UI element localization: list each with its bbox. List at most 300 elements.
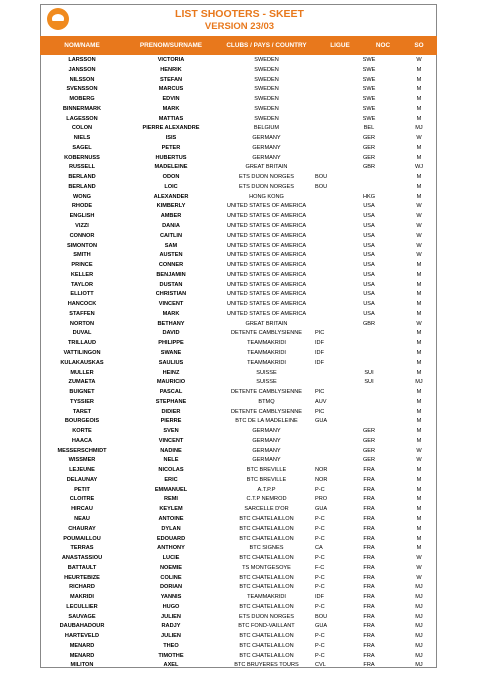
cell-so: W [416,447,422,454]
cell-club: BTC FOND-VAILLANT [238,623,295,630]
cell-noc: BEL [363,125,375,132]
cell-noc: SWE [362,96,376,103]
cell-club: GERMANY [252,457,281,464]
cell-name: DAUBAHADOUR [59,623,105,630]
cell-name: ENGLISH [69,213,95,220]
cell-club: GERMANY [252,144,281,151]
header-name: NOM/NAME [64,42,100,49]
cell-so: M [416,183,422,190]
cell-surname: KIMBERLY [156,203,186,210]
cell-name: SAGEL [72,144,92,151]
cell-so: M [416,389,422,396]
table-row [40,495,437,505]
cell-surname: JULIEN [161,633,181,640]
cell-so: WJ [414,164,424,171]
cell-surname: NADINE [160,447,182,454]
cell-club: BELGIUM [253,125,280,132]
cell-surname: EMMANUEL [154,486,188,493]
cell-name: RUSSELL [68,164,96,171]
cell-surname: MARK [162,105,180,112]
cell-name: NIELS [73,135,91,142]
shooters-table-body [40,56,437,671]
cell-surname: SAULIUS [158,359,184,366]
cell-so: M [416,144,422,151]
table-row [40,212,437,222]
cell-ligue [315,427,337,437]
cell-club: SUISSE [256,369,277,376]
table-row [40,427,437,437]
cell-so: M [416,398,422,405]
cell-club: BTC CHATELAILLON [239,515,294,522]
table-row [40,613,437,623]
cell-club: UNITED STATES OF AMERICA [226,271,307,278]
cell-so: M [416,467,422,474]
cell-ligue: PIC [315,330,325,337]
cell-surname: THEO [163,642,179,649]
table-header [40,36,437,55]
cell-club: UNITED STATES OF AMERICA [226,203,307,210]
table-row [40,56,437,66]
cell-club: UNITED STATES OF AMERICA [226,242,307,249]
cell-noc: GER [362,428,376,435]
cell-club: UNITED STATES OF AMERICA [226,310,307,317]
cell-so: M [416,174,422,181]
cell-ligue: PIC [315,408,325,415]
cell-club: UNITED STATES OF AMERICA [226,301,307,308]
cell-surname: AUSTEN [159,252,183,259]
cell-name: TYSSIER [70,398,94,405]
table-row [40,242,437,252]
table-row [40,437,437,447]
cell-name: HARTEVELD [64,633,100,640]
cell-club: SWEDEN [254,96,279,103]
table-row [40,271,437,281]
cell-surname: NICOLAS [158,467,184,474]
cell-so: M [416,408,422,415]
cell-ligue: P-C [315,535,325,542]
cell-so: W [416,574,422,581]
cell-so: M [416,86,422,93]
cell-surname: NELE [163,457,179,464]
cell-noc: SWE [362,66,376,73]
cell-noc: FRA [363,515,375,522]
cell-surname: SAM [164,242,178,249]
cell-so: M [416,428,422,435]
cell-noc: SUI [364,379,374,386]
table-row [40,515,437,525]
cell-name: TAYLOR [70,281,94,288]
cell-ligue [315,193,337,203]
cell-name: STAFFEN [69,310,95,317]
cell-club: ETS DIJON NORGES [238,183,294,190]
cell-so: MJ [415,125,423,132]
table-row [40,544,437,554]
cell-surname: COLINE [160,574,182,581]
cell-club: GERMANY [252,437,281,444]
cell-noc: GBR [362,164,376,171]
cell-club: C.T.P NEMROD [246,496,287,503]
cell-club: HONG KONG [249,193,284,200]
cell-surname: REMI [164,496,178,503]
cell-noc [337,183,401,193]
cell-noc: USA [363,252,375,259]
cell-so: W [416,57,422,63]
table-row [40,554,437,564]
cell-name: TRILLAUD [68,340,96,347]
cell-so: M [416,486,422,493]
cell-so: MJ [415,662,423,669]
cell-club: UNITED STATES OF AMERICA [226,281,307,288]
table-row [40,310,437,320]
cell-club: UNITED STATES OF AMERICA [226,291,307,298]
cell-ligue: P-C [315,574,325,581]
cell-name: KELLER [70,271,94,278]
cell-ligue: GUA [315,418,328,425]
cell-club: TEAMMAKRIDI [247,340,286,347]
cell-noc: USA [363,291,375,298]
cell-noc: SWE [362,57,376,63]
cell-club: SWEDEN [254,86,279,93]
cell-name: RICHARD [69,584,95,591]
cell-surname: BETHANY [157,320,185,327]
table-row [40,574,437,584]
cell-noc: GER [362,154,376,161]
cell-so: MJ [415,584,423,591]
cell-ligue [315,144,337,154]
cell-name: MENARD [69,642,95,649]
cell-club: UNITED STATES OF AMERICA [226,232,307,239]
table-row [40,300,437,310]
cell-surname: ERIC [164,476,178,483]
cell-name: BERLAND [68,174,96,181]
cell-name: KULAKAUSKAS [60,359,104,366]
cell-name: DUVAL [72,330,92,337]
cell-surname: PIERRE ALEXANDRE [142,125,200,132]
cell-noc: GER [362,437,376,444]
cell-name: PRINCE [71,262,93,269]
cell-ligue [315,66,337,76]
cell-name: KOBERNUSS [64,154,100,161]
cell-club: BTC CHATELAILLON [239,584,294,591]
cell-surname: TIMOTHE [158,652,184,659]
cell-so: M [416,437,422,444]
cell-noc: USA [363,203,375,210]
cell-name: ZUMAETA [68,379,96,386]
cell-so: M [416,96,422,103]
cell-so: M [416,535,422,542]
cell-surname: PETER [161,144,181,151]
cell-name: HANCOCK [67,301,97,308]
header-club: CLUBS / PAYS / COUNTRY [226,42,307,49]
cell-name: BUIGNET [69,389,95,396]
cell-ligue [315,202,337,212]
cell-so: M [416,281,422,288]
cell-name: VIZZI [75,223,89,230]
cell-club: TS MONTGESOYE [242,564,291,571]
table-row [40,232,437,242]
cell-so: M [416,340,422,347]
cell-surname: MARCUS [158,86,184,93]
table-row [40,583,437,593]
cell-ligue [315,261,337,271]
cell-so: M [416,271,422,278]
shooters-table [40,56,437,671]
cell-so: M [416,369,422,376]
cell-noc: USA [363,223,375,230]
cell-surname: ANTHONY [157,545,185,552]
table-row [40,251,437,261]
table-row [40,105,437,115]
cell-surname: YANNIS [160,594,182,601]
cell-ligue [315,456,337,466]
cell-surname: MARK [162,310,180,317]
cell-so: M [416,515,422,522]
cell-so: M [416,330,422,337]
cell-surname: DAVID [162,330,180,337]
cell-noc: USA [363,281,375,288]
table-row [40,320,437,330]
cell-ligue [315,76,337,86]
cell-surname: JULIEN [161,613,181,620]
cell-name: VATTILINGON [63,349,101,356]
cell-noc: GBR [362,320,376,327]
cell-noc: FRA [363,564,375,571]
cell-so: MJ [415,623,423,630]
cell-noc: GER [362,144,376,151]
cell-ligue: GUA [315,623,328,630]
cell-name: RHODE [71,203,93,210]
cell-so: M [416,545,422,552]
cell-ligue [315,320,337,330]
cell-name: MESSERSCHMIDT [57,447,107,454]
cell-noc: FRA [363,486,375,493]
table-row [40,564,437,574]
cell-surname: MAURICIO [156,379,186,386]
cell-noc: GER [362,447,376,454]
cell-surname: LOIC [164,183,178,190]
cell-surname: STEPHANE [155,398,187,405]
cell-club: BTMQ [258,398,275,405]
cell-so: MJ [415,594,423,601]
table-row [40,525,437,535]
table-row [40,222,437,232]
cell-surname: CONNER [158,262,184,269]
cell-ligue: NOR [315,476,328,483]
cell-ligue [315,212,337,222]
cell-so: M [416,105,422,112]
cell-club: BTC CHATELAILLON [239,574,294,581]
cell-so: MJ [415,379,423,386]
cell-so: M [416,115,422,122]
cell-noc: USA [363,213,375,220]
cell-surname: DORIAN [159,584,183,591]
cell-so: MJ [415,652,423,659]
cell-surname: VICTORIA [157,57,185,63]
cell-ligue: CA [315,545,323,552]
cell-name: NORTON [69,320,95,327]
cell-ligue: P-C [315,603,325,610]
cell-ligue [315,447,337,457]
cell-so: M [416,418,422,425]
table-row [40,408,437,418]
document-title: LIST SHOOTERS - SKEET [175,8,304,20]
cell-name: WONG [72,193,92,200]
cell-so: M [416,349,422,356]
table-row [40,535,437,545]
cell-ligue [315,437,337,447]
cell-noc: FRA [363,545,375,552]
cell-club: DETENTE CAMBLYSIENNE [230,408,303,415]
cell-surname: DYLAN [161,525,181,532]
cell-surname: LUCIE [162,555,180,562]
table-row [40,505,437,515]
cell-surname: HUBERTUS [155,154,187,161]
cell-so: W [416,213,422,220]
cell-surname: SWANE [160,349,182,356]
cell-noc: SWE [362,105,376,112]
cell-name: LAGESSON [66,115,98,122]
cell-noc: FRA [363,642,375,649]
cell-name: POUMAILLOU [63,535,101,542]
cell-name: SAUVAGE [68,613,96,620]
cell-ligue: P-C [315,555,325,562]
cell-surname: ODON [162,174,180,181]
cell-name: SIMONTON [66,242,98,249]
cell-so: M [416,262,422,269]
cell-noc [337,339,401,349]
cell-so: M [416,496,422,503]
table-row [40,378,437,388]
cell-noc: FRA [363,476,375,483]
cell-club: SWEDEN [254,57,279,63]
cell-name: SVENSSON [66,86,98,93]
table-row [40,329,437,339]
cell-surname: BENJAMIN [156,271,186,278]
table-row [40,642,437,652]
cell-ligue: P-C [315,486,325,493]
cell-so: M [416,193,422,200]
cell-surname: VINCENT [158,301,184,308]
cell-noc: FRA [363,555,375,562]
cell-name: JANSSON [68,66,96,73]
cell-ligue: P-C [315,515,325,522]
cell-surname: PASCAL [159,389,183,396]
cell-name: CHAURAY [68,525,96,532]
cell-noc: GER [362,135,376,142]
cell-ligue: CVL [315,662,326,669]
cell-ligue: P-C [315,584,325,591]
cell-club: GERMANY [252,447,281,454]
cell-surname: DIDIER [161,408,181,415]
cell-surname: HEINZ [162,369,180,376]
cell-so: W [416,223,422,230]
cell-noc [337,349,401,359]
cell-so: M [416,310,422,317]
cell-so: W [416,242,422,249]
cell-club: GERMANY [252,428,281,435]
cell-club: SARCELLE D'OR [244,506,289,513]
cell-noc: FRA [363,535,375,542]
cell-name: MAKRIDI [70,594,94,601]
cell-ligue [315,124,337,134]
cell-surname: DANIA [162,223,180,230]
cell-noc: FRA [363,613,375,620]
cell-name: SMITH [73,252,91,259]
table-row [40,661,437,671]
cell-club: SWEDEN [254,66,279,73]
cell-surname: HUGO [162,603,180,610]
cell-club: BTC BRUYERES TOURS [234,662,299,669]
cell-name: BINNERMARK [62,105,102,112]
cell-name: WISSMER [68,457,96,464]
header-surname: PRENOM/SURNAME [139,42,203,49]
cell-name: CONNOR [69,232,95,239]
cell-so: M [416,301,422,308]
cell-name: HIRCAU [71,506,93,513]
cell-name: MULLER [70,369,94,376]
cell-noc: FRA [363,633,375,640]
cell-ligue [315,222,337,232]
cell-surname: PHILIPPE [158,340,184,347]
cell-noc: SUI [364,369,374,376]
cell-noc: FRA [363,496,375,503]
cell-so: W [416,555,422,562]
cell-so: W [416,232,422,239]
cell-ligue: IDF [315,359,325,366]
table-row [40,632,437,642]
table-row [40,447,437,457]
cell-surname: ALEXANDER [153,193,189,200]
cell-club: BTC SIGNES [249,545,284,552]
table-row [40,349,437,359]
cell-noc [337,173,401,183]
cell-club: ETS DIJON NORGES [238,613,294,620]
cell-name: KORTE [72,428,92,435]
cell-so: M [416,291,422,298]
cell-ligue [315,281,337,291]
cell-name: BERLAND [68,183,96,190]
cell-ligue: AUV [315,398,327,405]
cell-club: GREAT BRITAIN [245,320,288,327]
cell-so: MJ [415,633,423,640]
cell-surname: CAITLIN [159,232,183,239]
cell-noc: FRA [363,623,375,630]
cell-noc [337,417,401,427]
table-row [40,456,437,466]
table-row [40,202,437,212]
cell-surname: ANTOINE [158,515,184,522]
cell-club: UNITED STATES OF AMERICA [226,223,307,230]
cell-ligue: IDF [315,349,325,356]
table-row [40,398,437,408]
cell-so: M [416,76,422,83]
cell-surname: MADELEINE [154,164,188,171]
table-row [40,359,437,369]
cell-noc: SWE [362,86,376,93]
cell-club: SUISSE [256,379,277,386]
cell-club: TEAMMAKRIDI [247,359,286,366]
table-row [40,85,437,95]
table-row [40,193,437,203]
cell-ligue: IDF [315,340,325,347]
cell-ligue: BOU [315,613,328,620]
cell-ligue: BOU [315,174,328,181]
table-row [40,652,437,662]
cell-noc: FRA [363,525,375,532]
cell-ligue [315,115,337,125]
cell-so: M [416,506,422,513]
cell-so: W [416,564,422,571]
